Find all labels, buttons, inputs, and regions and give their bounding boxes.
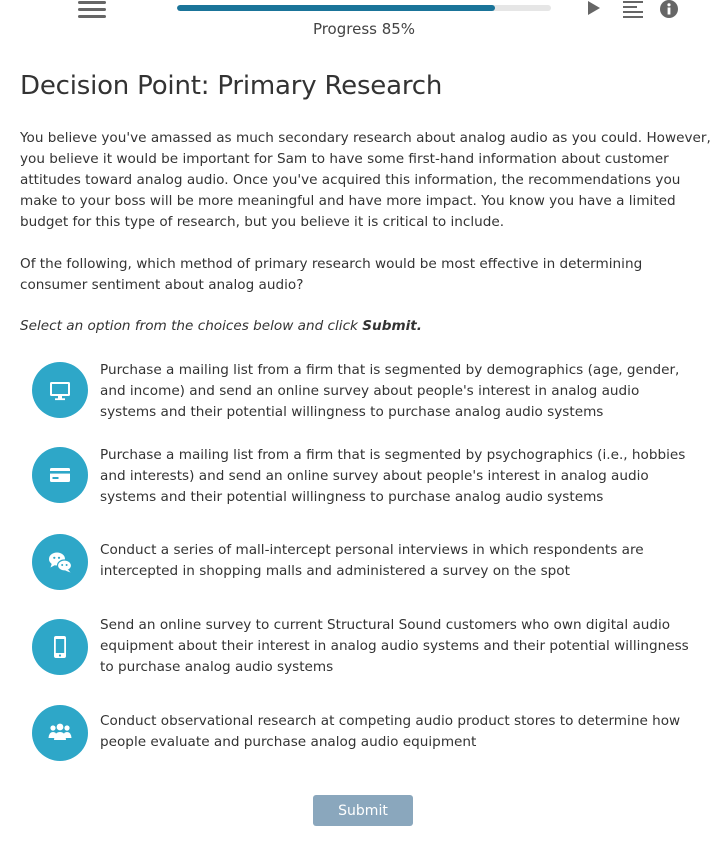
scenario-paragraph: You believe you've amassed as much secondary research about analog audio as you could. However, you believe it would be important for Sam to have some first-hand information about customer attitudes toward analog audio. Once you've acquired this information, the recommendations you make to your boss will be more meaningful and have more impact. You know you have a limited budget for this type of research, but you believe it is critical to include. [20,130,711,230]
progress-bar [177,5,551,11]
option-label: Send an online survey to current Structural Sound customers who own digital audio equipment about their interest in analog audio systems and their potential willingness to purchase analog audio systems [100,617,689,675]
option-label: Purchase a mailing list from a firm that is segmented by demographics (age, gender, and income) and send an online survey about people's interest in analog audio systems and their potential willingness to purchase analog audio systems [100,362,680,420]
instruction-text [20,316,712,337]
progress-label: Progress 85% [312,20,416,38]
page-title: Decision Point: Primary Research [20,71,443,101]
option-label: Conduct observational research at competing audio product stores to determine how people evaluate and purchase analog audio equipment [100,713,681,750]
credit-card-icon [32,447,88,503]
option-label: Purchase a mailing list from a firm that is segmented by psychographics (i.e., hobbies and interests) and send an online survey about people's interest in analog audio systems and their potential willingness to purchase analog audio systems [100,447,686,505]
top-bar [0,0,718,50]
option-label: Conduct a series of mall-intercept personal interviews in which respondents are intercepted in shopping malls and administered a survey on the spot [100,542,644,579]
question-paragraph: Of the following, which method of primary research would be most effective in determining consumer sentiment about analog audio? [20,256,643,293]
instruction-action: Submit. [362,318,422,334]
progress-bar-fill [177,5,495,11]
menu-icon[interactable] [78,0,106,18]
info-icon[interactable] [658,0,680,18]
mobile-phone-icon [32,619,88,675]
submit-button[interactable]: Submit [313,795,413,826]
monitor-icon [32,362,88,418]
chat-bubbles-icon [32,534,88,590]
instruction-prefix: Select an option from the choices below and click [20,318,363,334]
group-users-icon [32,705,88,761]
transcript-list-icon[interactable] [622,0,644,18]
play-icon[interactable] [586,0,602,16]
